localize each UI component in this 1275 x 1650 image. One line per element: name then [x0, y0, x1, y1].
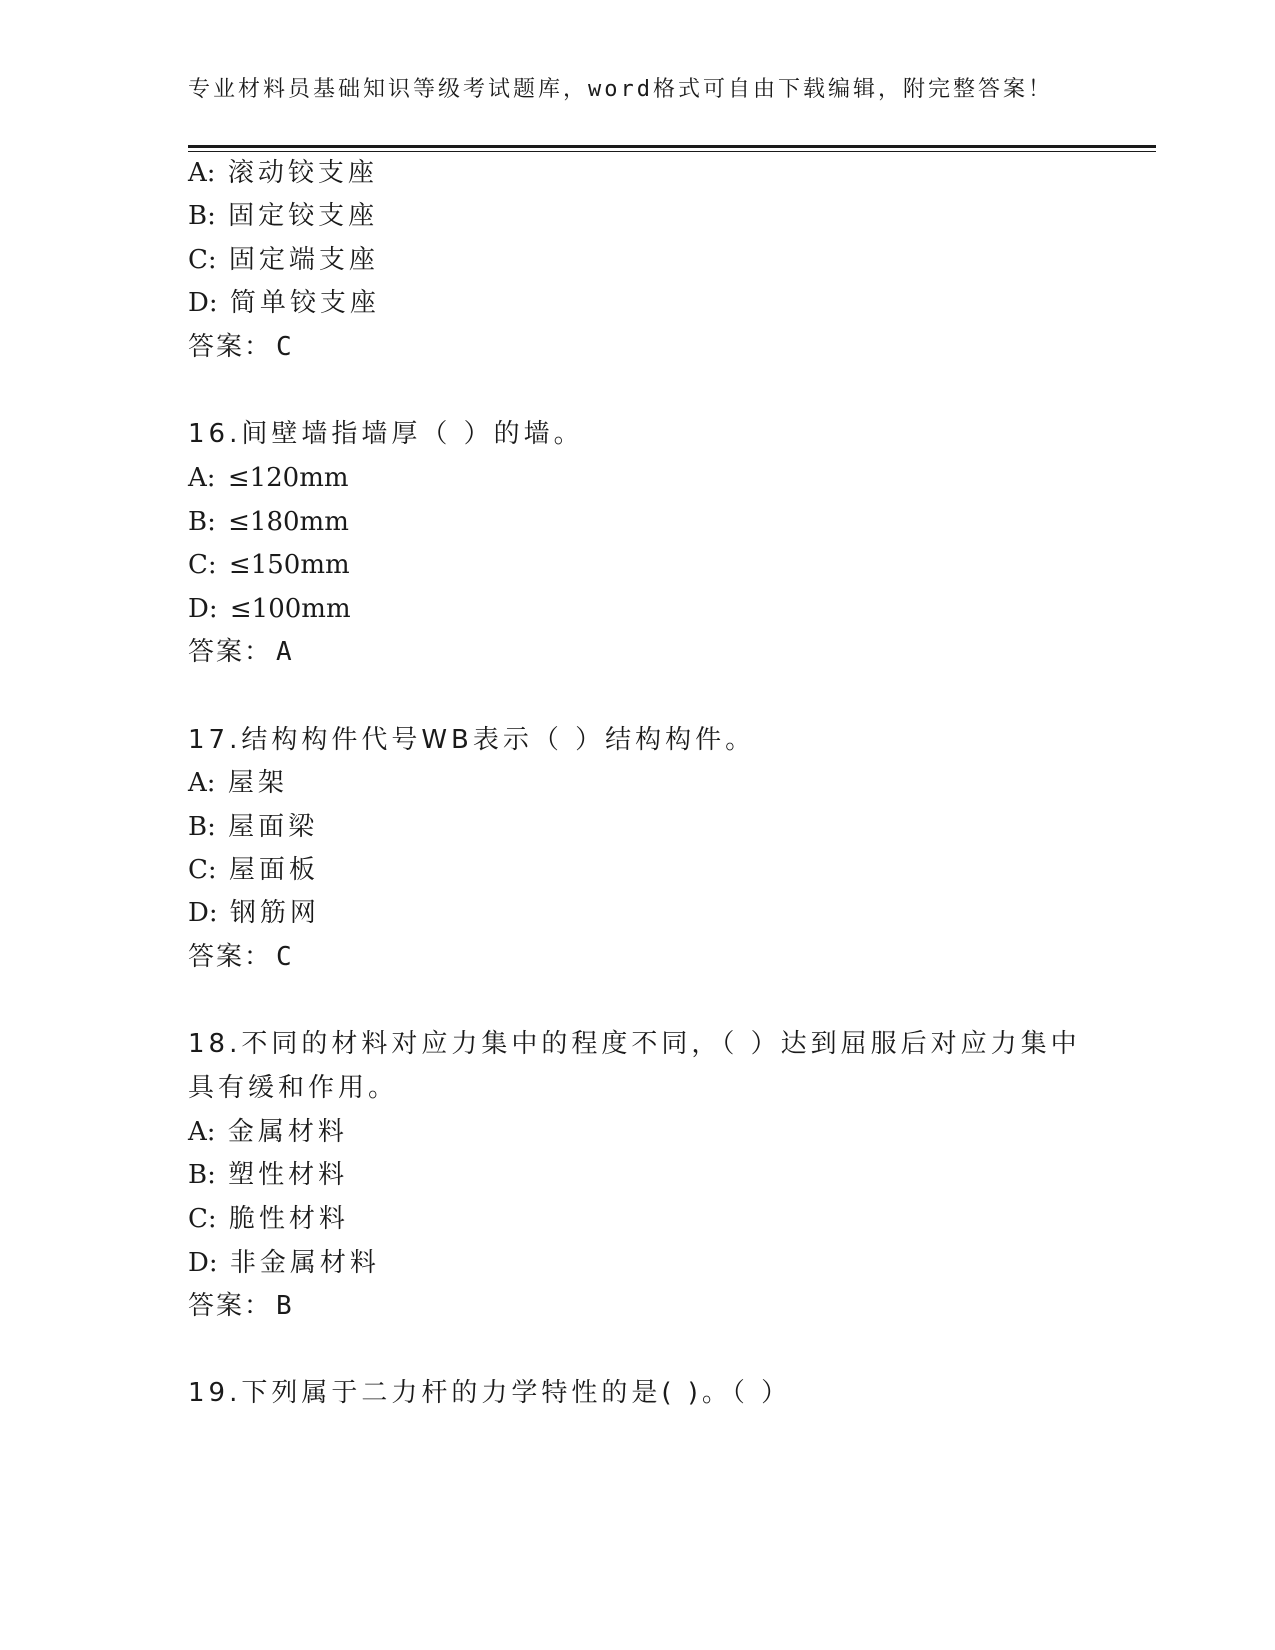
q15-option-c: [188, 247, 379, 273]
option-key: B:: [188, 1160, 216, 1190]
q17-option-d: [188, 900, 320, 926]
option-text: ≤180mm: [228, 507, 349, 537]
q18-answer: [188, 1293, 294, 1319]
option-text: 固定铰支座: [228, 201, 379, 231]
answer-value: C: [276, 332, 294, 362]
option-key: D:: [188, 594, 218, 624]
q15-option-b: [188, 203, 378, 229]
option-key: D:: [188, 1248, 218, 1278]
option-text: ≤150mm: [228, 550, 350, 580]
option-key: B:: [188, 201, 216, 231]
q19-question: 19.下列属于二力杆的力学特性的是( )。（ ）: [188, 1378, 792, 1408]
q15-option-d: [188, 290, 380, 316]
q17-option-a: [188, 770, 288, 796]
option-key: A:: [188, 1117, 216, 1147]
q16-option-a: [188, 465, 349, 491]
q16-question: 16.间壁墙指墙厚（ ）的墙。: [188, 419, 584, 449]
option-key: A:: [188, 463, 216, 493]
q16-option-b: [188, 509, 349, 535]
q15-answer: [188, 334, 294, 360]
q17-question: 17.结构构件代号WB表示（ ）结构构件。: [188, 725, 756, 755]
q15-option-a: [188, 160, 378, 186]
option-text: 固定端支座: [228, 245, 379, 275]
option-text: 屋面板: [228, 855, 319, 885]
answer-label: 答案：: [188, 942, 273, 972]
option-text: ≤100mm: [229, 594, 351, 624]
q18-question-line1: 18.不同的材料对应力集中的程度不同，（ ）达到屈服后对应力集中: [188, 1029, 1081, 1059]
option-key: C:: [188, 855, 217, 885]
option-key: C:: [188, 245, 217, 275]
option-text: 金属材料: [227, 1117, 348, 1147]
q16-option-d: [188, 596, 351, 622]
option-text: 钢筋网: [229, 898, 320, 928]
option-text: 脆性材料: [228, 1204, 349, 1234]
answer-label: 答案：: [188, 637, 273, 667]
header-rule-thin: [188, 151, 1156, 152]
option-key: C:: [188, 550, 217, 580]
option-key: A:: [188, 158, 216, 188]
option-key: D:: [188, 288, 218, 318]
page-header: 专业材料员基础知识等级考试题库，word格式可自由下载编辑，附完整答案！: [188, 77, 1053, 102]
q18-question-line2: 具有缓和作用。: [188, 1073, 399, 1103]
answer-value: C: [276, 942, 294, 972]
q17-answer: [188, 944, 294, 970]
q18-option-c: [188, 1206, 349, 1232]
q17-option-c: [188, 857, 319, 883]
q18-option-d: [188, 1250, 380, 1276]
option-text: 非金属材料: [229, 1248, 380, 1278]
q16-answer: [188, 639, 294, 665]
answer-label: 答案：: [188, 332, 273, 362]
option-key: C:: [188, 1204, 217, 1234]
q18-option-b: [188, 1162, 348, 1188]
option-text: 屋架: [227, 768, 288, 798]
option-text: ≤120mm: [227, 463, 349, 493]
answer-label: 答案：: [188, 1291, 273, 1321]
header-rule-thick: [188, 145, 1156, 148]
q17-option-b: [188, 814, 318, 840]
option-key: A:: [188, 768, 216, 798]
option-text: 简单铰支座: [229, 288, 380, 318]
option-key: B:: [188, 507, 216, 537]
q18-option-a: [188, 1119, 348, 1145]
option-text: 滚动铰支座: [227, 158, 378, 188]
option-key: D:: [188, 898, 218, 928]
option-text: 屋面梁: [228, 812, 319, 842]
option-text: 塑性材料: [228, 1160, 349, 1190]
answer-value: A: [276, 637, 294, 667]
answer-value: B: [276, 1291, 294, 1321]
option-key: B:: [188, 812, 216, 842]
q16-option-c: [188, 552, 350, 578]
